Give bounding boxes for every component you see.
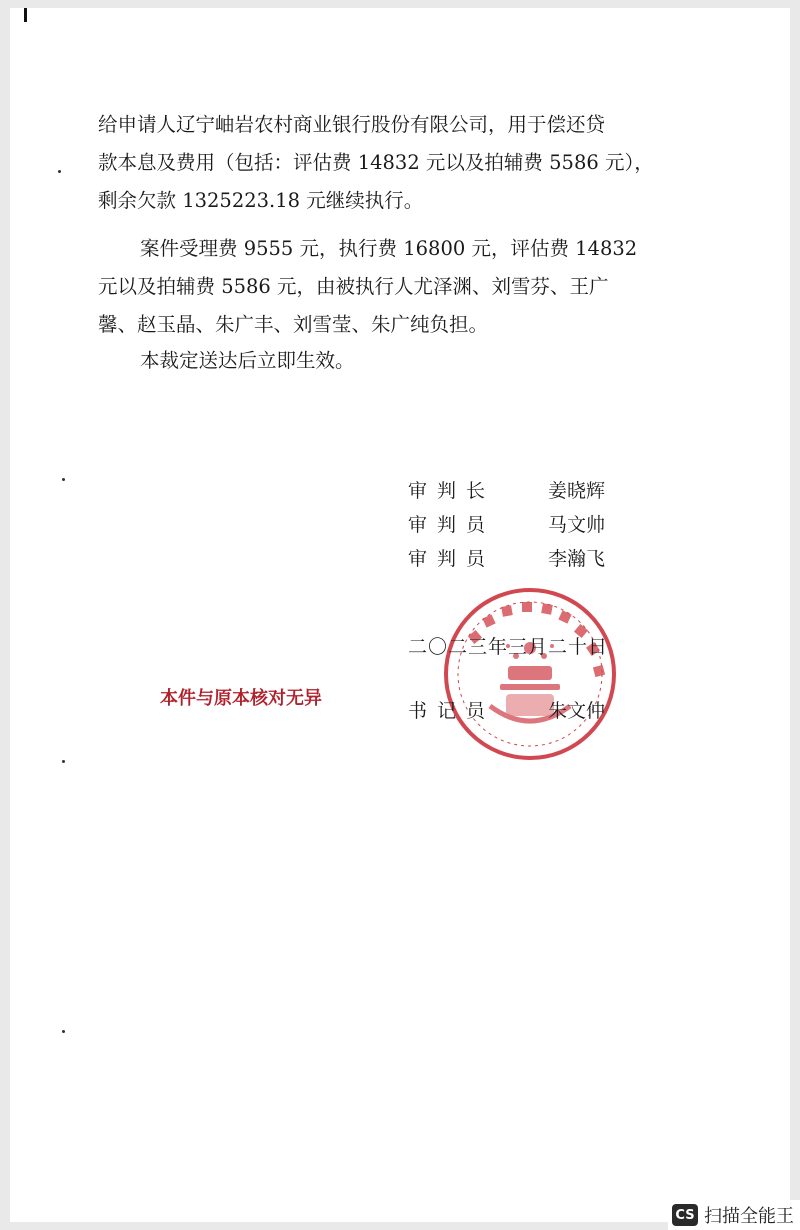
scan-dot [62,760,65,763]
scan-dot [58,170,61,173]
document-page [10,8,790,1222]
signature-judge-1 [408,510,605,537]
text-line: 款本息及费用（包括：评估费 14832 元以及拍辅费 5586 元）， [98,151,654,174]
text-line: 元以及拍辅费 5586 元，由被执行人尤泽渊、刘雪芬、王广 [98,275,609,298]
text-line: 给申请人辽宁岫岩农村商业银行股份有限公司，用于偿还贷 [98,113,606,136]
signature-name: 李瀚飞 [548,548,606,570]
scanner-watermark [668,1200,800,1230]
court-seal-stamp [442,586,618,762]
scan-mark [24,8,27,22]
text-line: 案件受理费 9555 元，执行费 16800 元，评估费 14832 [140,237,638,260]
signature-role: 审判员 [408,514,496,536]
certified-copy-note: 本件与原本核对无异 [160,688,322,709]
paragraph-fees [98,230,658,344]
signature-presiding-judge [408,476,605,503]
signature-role: 审判员 [408,548,496,570]
scan-dot [62,478,65,481]
text-line: 剩余欠款 1325223.18 元继续执行。 [98,189,424,212]
watermark-text: 扫描全能王 [704,1206,794,1227]
paragraph-disbursement [98,106,658,220]
signature-role: 审判长 [408,480,496,502]
ruling-date: 二〇二三年三月二十日 [408,636,609,658]
scan-dot [62,1030,65,1033]
signature-name: 朱文仲 [548,700,606,722]
signature-name: 马文帅 [548,514,606,536]
signature-clerk [408,696,605,723]
text-line: 馨、赵玉晶、朱广丰、刘雪莹、朱广纯负担。 [98,313,489,336]
paragraph-effective [98,342,658,380]
signature-judge-2 [408,544,605,571]
text-line: 本裁定送达后立即生效。 [140,349,355,372]
signature-role: 书记员 [408,700,496,722]
signature-name: 姜晓辉 [548,480,606,502]
camscanner-icon: CS [672,1204,698,1226]
